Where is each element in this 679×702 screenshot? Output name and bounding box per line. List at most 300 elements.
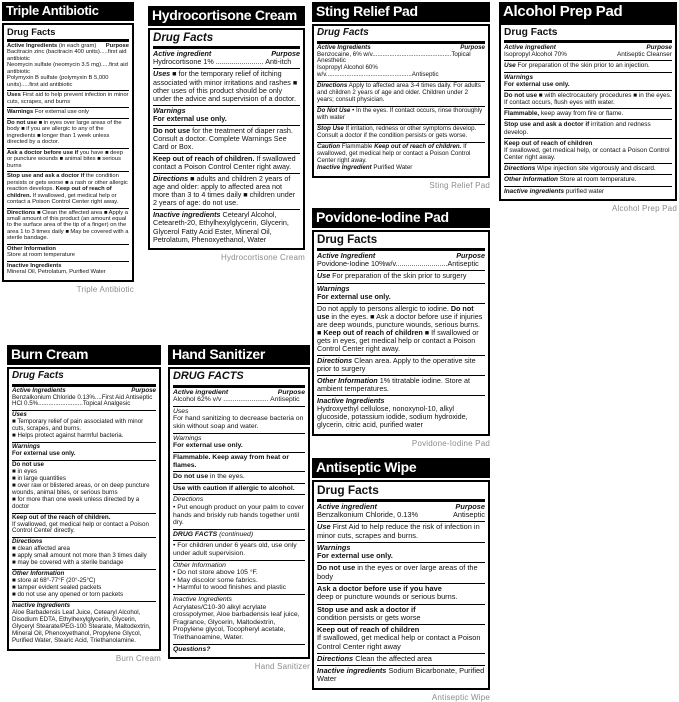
text-segment: Inactive ingredients (317, 666, 387, 676)
facts-line (7, 92, 129, 105)
text-segment: Flammable (340, 142, 375, 150)
text-segment: Inactive ingredients (504, 187, 565, 195)
facts-line (317, 405, 485, 429)
text-segment: ■ Clean the affected area ■ Apply a small amount of this product (an amount equal to the surface area of the tip of a finger) on the area 1 to 3 times daily ■ May be covered with a sterile bandage. (7, 209, 129, 242)
facts-line (317, 523, 485, 540)
facts-section (153, 105, 300, 125)
text-segment: Flammable. Keep away from heat or flames. (173, 453, 289, 469)
facts-section (317, 604, 485, 625)
text-segment: Do not use (12, 461, 44, 469)
text-segment: Inactive Ingredient (317, 163, 372, 171)
panel-burn (7, 345, 161, 663)
facts-section (153, 125, 300, 153)
facts-section (173, 387, 305, 406)
text-segment: Neomycin sulfate (neomycin 3.5 mg).....first aid antibiotic (7, 62, 128, 75)
facts-section (7, 107, 129, 117)
facts-section (12, 537, 156, 569)
text-segment: ■ in eyes (12, 467, 38, 475)
text-segment: you have ■ deep or puncture wounds ■ animal bites ■ serious burns (7, 149, 123, 169)
facts-section (317, 43, 485, 82)
text-segment: ■ for more than one week unless directed by a doctor (12, 495, 140, 510)
text-segment: (in each gram) (57, 42, 97, 49)
facts-section (7, 148, 129, 171)
text-segment: Purpose (277, 388, 305, 396)
text-segment: Directions (12, 538, 43, 546)
line-right (453, 511, 485, 519)
text-segment: ■ over raw or blistered areas, or on deep puncture wounds, animal bites, or serious burns (12, 481, 150, 496)
product-caption: Burn Cream (115, 653, 161, 663)
text-segment: ■ clean affected area (12, 545, 70, 553)
facts-line (12, 560, 156, 567)
product-caption: Povidone-Iodine Pad (411, 438, 490, 448)
text-segment: Other Information (504, 176, 558, 184)
facts-line (504, 44, 672, 51)
facts-section (173, 560, 305, 594)
facts-line (12, 592, 156, 599)
text-segment: Directions (173, 496, 204, 504)
facts-section (12, 601, 156, 647)
text-segment: Purified Water (371, 163, 413, 171)
drug-facts-box (7, 367, 161, 651)
product-caption: Alcohol Prep Pad (611, 203, 677, 213)
panel-hydro (148, 6, 305, 262)
text-segment: ■ in eyes over large areas of the body ■ if you are allergic to any of the ingredients ■ longer than 1 week unless directed by a doctor. (7, 119, 122, 146)
text-segment: • May discolor some fabrics. (173, 576, 258, 584)
text-segment: Apply to affected area 3-4 times daily. For adults and children 2 years of age and older. Children under 2 years; consult physician. (317, 82, 481, 104)
text-segment: ■ in large quantities (12, 474, 66, 482)
text-segment: Do not use (317, 303, 474, 321)
text-segment: • Harmful to wood finishes and plastic (173, 584, 287, 592)
facts-line (12, 610, 156, 645)
panel-sting (312, 2, 490, 190)
text-segment: ■ tamper evident sealed packets (12, 584, 102, 592)
text-segment: If swallowed, get medical help or contact a Poison Control Center right away (317, 633, 481, 651)
text-segment: Clean area. Apply to the operative site prior to surgery (317, 356, 476, 374)
text-segment: Benzalkonium Chloride, 0.13% (317, 509, 419, 519)
text-segment: Uses (7, 92, 21, 99)
text-segment: If swallowed contact a Poison Control Center right away. (153, 154, 296, 172)
text-segment: For external use only. (173, 442, 243, 450)
facts-line (504, 140, 672, 147)
drug-facts-box (148, 28, 305, 250)
line-right (617, 51, 672, 58)
facts-line (317, 667, 485, 684)
text-segment: Isopropyl Alcohol 60% w/v..................................................Antiseptic (317, 64, 439, 79)
facts-line (12, 451, 156, 458)
drug-facts-heading: Drug Facts (317, 483, 485, 501)
facts-line (317, 552, 485, 560)
text-segment: Antiseptic Cleanser (616, 51, 672, 59)
facts-section (504, 90, 672, 108)
facts-section (12, 460, 156, 513)
text-segment: Keep out of reach of children (317, 625, 420, 635)
facts-line (7, 62, 129, 75)
text-segment: Store at room temperature (7, 252, 75, 259)
text-segment: If swallowed, get medical help or contact a Poison Control Center right away. (7, 192, 119, 206)
facts-line (504, 110, 672, 117)
text-segment: the condition persists or gets worse ■ a rash or other allergic reaction develops. (7, 173, 128, 193)
text-segment: Do not use (153, 125, 191, 135)
text-segment: in the eyes. (208, 473, 245, 481)
facts-section (504, 119, 672, 137)
text-segment: Do not use (7, 119, 37, 126)
facts-line (7, 49, 129, 62)
facts-line (12, 433, 156, 440)
text-segment: Warnings (12, 443, 41, 451)
drug-facts-box (312, 24, 490, 178)
text-segment: • Put enough product on your palm to cover hands and briskly rub hands together until dry. (173, 503, 304, 527)
facts-section (173, 471, 305, 483)
text-segment: Directions (7, 209, 36, 216)
facts-line (317, 377, 485, 393)
facts-line (153, 175, 300, 207)
text-segment: Acrylates/C10-30 alkyl acrylate crosspolymer, Aloe barbadensis leaf juice, Fragrance, Glycerin, Maltodextrin, Propylene glycol, Tocopheryl acetate, Triethanoamine, Water. (173, 603, 300, 642)
facts-line (12, 522, 156, 536)
text-segment: Use (504, 62, 516, 70)
text-segment: Active Ingredients (317, 43, 371, 51)
facts-line (7, 109, 129, 115)
text-segment: in the eyes or over large areas of the body (317, 563, 478, 581)
facts-line (153, 58, 300, 66)
facts-line (504, 62, 672, 69)
drug-facts-heading: Drug Facts (317, 27, 485, 43)
product-title: Hydrocortisone Cream (148, 6, 305, 26)
text-segment: Uses (12, 411, 27, 419)
text-segment: HCl 0.5%..........................Topical Analgesic (12, 400, 131, 408)
text-segment: Uses (153, 69, 171, 79)
text-segment: Directions (317, 653, 354, 663)
text-segment: For preparation of the skin prior to an injection. (515, 62, 650, 70)
facts-section (173, 494, 305, 528)
text-segment: Directions (504, 165, 536, 173)
text-segment: For hand sanitizing to decrease bacteria on skin without soap and water. (173, 415, 304, 431)
text-segment: First aid to help prevent infection in minor cuts, scrapes, and burns (7, 92, 129, 105)
facts-line (317, 357, 485, 373)
text-segment: Ask a doctor before use if (7, 149, 79, 156)
text-segment: For external use only. (317, 551, 393, 561)
facts-section (12, 386, 156, 411)
text-segment: Active ingredient (504, 44, 556, 51)
facts-section (317, 250, 485, 270)
facts-line (504, 74, 672, 81)
facts-section (153, 48, 300, 68)
facts-section (7, 118, 129, 148)
text-segment: Warnings (317, 542, 351, 552)
facts-section (173, 594, 305, 644)
product-caption: Triple Antibiotic (76, 284, 134, 294)
text-segment: ■ Temporary relief of pain associated with minor cuts, scrapes, and burns. (12, 418, 144, 433)
panel-antiseptic (312, 458, 490, 702)
text-segment: Keep out of reach of children. (153, 154, 255, 164)
facts-section (317, 653, 485, 665)
drug-facts-heading: Drug Facts (504, 26, 672, 42)
text-segment: Keep out of reach of children. (7, 186, 112, 199)
text-segment: Purpose (105, 42, 129, 49)
text-segment: Other Information (173, 561, 226, 569)
text-segment: Other Information (7, 245, 56, 252)
text-segment: Other Information (317, 376, 378, 386)
product-title: Hand Sanitizer (168, 345, 310, 365)
facts-line (504, 188, 672, 195)
text-segment: Stop use and ask a doctor if (317, 604, 416, 614)
text-segment: Warnings (317, 283, 350, 293)
facts-section (504, 60, 672, 71)
facts-section (153, 153, 300, 173)
text-segment: Purpose (456, 251, 485, 261)
facts-section (317, 542, 485, 563)
text-segment: Inactive Ingredients (317, 396, 385, 406)
text-segment: Stop Use (317, 124, 344, 132)
facts-line (504, 176, 672, 183)
text-segment: For external use only (33, 109, 89, 116)
text-segment: Purpose (460, 43, 485, 51)
drug-facts-box (312, 480, 490, 690)
text-segment: ■ may be covered with a sterile bandage (12, 559, 124, 567)
facts-line (173, 542, 305, 557)
facts-line (173, 577, 305, 585)
text-segment: If irritation, redness or other symptoms develop. Consult a doctor if the condition persists or gets worse. (317, 124, 477, 139)
facts-section (12, 442, 156, 460)
facts-section (317, 562, 485, 583)
facts-line (173, 454, 305, 469)
facts-line (317, 83, 485, 104)
text-segment: Caution (317, 142, 341, 150)
facts-line (12, 419, 156, 433)
facts-section (504, 186, 672, 197)
text-segment: Directions (317, 356, 353, 366)
product-caption: Antiseptic Wipe (431, 692, 490, 702)
facts-section (504, 138, 672, 164)
drug-facts-heading: Drug Facts (12, 370, 156, 386)
facts-line (317, 564, 485, 581)
facts-section (7, 208, 129, 244)
facts-section (7, 244, 129, 261)
text-segment: Povidone-Iodine 10%w/v..........................Antiseptic (317, 259, 479, 269)
facts-line (317, 655, 485, 663)
text-segment: Benzocaine, 6% w/v..............................................Topical Anesthetic (317, 50, 471, 65)
facts-line (7, 210, 129, 242)
facts-line (173, 646, 305, 654)
text-segment: Do not apply to persons allergic to iodine. (317, 303, 451, 313)
text-segment: Purpose (131, 386, 156, 394)
facts-line (317, 165, 485, 172)
panel-povidone (312, 208, 490, 448)
facts-section (173, 529, 305, 541)
facts-section (317, 583, 485, 604)
facts-line (504, 121, 672, 135)
text-segment: For external use only. (12, 450, 76, 458)
facts-section (153, 173, 300, 209)
text-segment: Stop use and ask a doctor if (504, 121, 590, 129)
text-segment: Isopropyl Alcohol 70% (504, 51, 567, 59)
text-segment: Polymyxin B sulfate (polymyxin B 5,000 units).....first aid antibiotic (7, 75, 109, 88)
text-segment: Store at room temperature. (557, 176, 637, 184)
facts-section (7, 261, 129, 278)
line-right (646, 44, 672, 51)
text-segment: • In the eyes. If contact occurs, rinse thoroughly with water (317, 107, 483, 122)
facts-section (7, 41, 129, 90)
facts-section (317, 106, 485, 124)
facts-section (7, 171, 129, 207)
text-segment: ■ store at 68°-77°F (20°-25°C) (12, 577, 96, 585)
facts-line (173, 496, 305, 504)
text-segment: Active ingredient (317, 501, 377, 511)
text-segment: Warnings (504, 73, 533, 81)
text-segment: Active ingredient (173, 388, 229, 396)
facts-line (317, 52, 485, 66)
facts-line (317, 293, 485, 301)
text-segment: Do Not Use (317, 107, 351, 115)
text-segment: If swallowed, get medical help or contact a Poison Control Center directly. (12, 520, 149, 535)
text-segment: Other Information (12, 570, 65, 578)
text-segment: Bacitracin zinc (bacitracin 400 units).....first aid antibiotic (7, 49, 127, 62)
facts-line (317, 593, 485, 601)
facts-line (153, 70, 300, 102)
text-segment: for the treatment of diaper rash. Consult a doctor. Complete Warnings See Card or Box. (153, 125, 293, 151)
facts-section (173, 483, 305, 495)
facts-line (12, 483, 156, 497)
text-segment: Keep out of reach of children (504, 139, 593, 147)
panel-triple (2, 2, 134, 294)
text-segment: ■ for the temporary relief of itching associated with minor irritations and rashes ■ other uses of this product should be only under the advice and supervision of a doctor. (153, 69, 298, 103)
product-title: Alcohol Prep Pad (499, 2, 677, 23)
facts-line (317, 272, 485, 280)
text-segment: For external use only. (504, 80, 570, 88)
facts-line (173, 389, 305, 397)
text-segment: Keep out of reach of children. (374, 142, 462, 150)
text-segment: Antiseptic (452, 509, 485, 519)
text-segment: Directions (317, 82, 348, 90)
facts-section (173, 406, 305, 433)
facts-line (173, 396, 305, 404)
product-title: Antiseptic Wipe (312, 458, 490, 478)
facts-section (12, 410, 156, 442)
text-segment: Active Ingredients (7, 42, 58, 49)
text-segment: ■ apply small amount not more than 3 times daily (12, 552, 147, 560)
text-segment: irritation and redness develop. (504, 121, 651, 136)
text-segment: ■ adults and children 2 years of age and older: apply to affected area not more than 3 to 4 times daily ■ children under 2 years of age: do not use. (153, 174, 296, 208)
drug-facts-heading: Drug Facts (317, 233, 485, 251)
facts-line (153, 211, 300, 243)
text-segment: First Aid to help reduce the risk of infection in minor cuts, scrapes and burns. (317, 522, 480, 540)
facts-section (153, 68, 300, 104)
facts-line (12, 497, 156, 511)
text-segment: Inactive Ingredients (7, 262, 62, 269)
facts-line (173, 604, 305, 642)
facts-section (173, 540, 305, 559)
text-segment: ■ If swallowed or gets in eyes, get medical help or contact a Poison Control Center right away. (317, 327, 479, 353)
facts-section (317, 521, 485, 542)
text-segment: Hydrocortisone 1% ........................ Anti-itch (153, 57, 292, 67)
facts-line (317, 260, 485, 268)
facts-line (7, 150, 129, 169)
text-segment: keep away from fire or flame. (539, 110, 624, 118)
text-segment: DRUG FACTS (173, 530, 218, 538)
text-segment: Use (317, 271, 331, 281)
text-segment: Alcohol 62% v/v ........................ Antiseptic (173, 396, 300, 404)
product-caption: Sting Relief Pad (429, 180, 490, 190)
facts-line (7, 269, 129, 275)
facts-section (317, 142, 485, 174)
facts-section (173, 452, 305, 471)
facts-line (317, 65, 485, 79)
facts-line (504, 92, 672, 106)
text-segment: Directions (153, 174, 189, 184)
text-segment: Use (317, 522, 331, 532)
text-segment: Wipe injection site vigorously and discard. (535, 165, 656, 173)
facts-line (12, 401, 156, 408)
line-left (504, 51, 567, 58)
facts-line (153, 127, 300, 151)
text-segment: Inactive Ingredients (173, 596, 232, 604)
facts-line (153, 115, 300, 123)
facts-section (504, 72, 672, 90)
text-segment: Purpose (646, 44, 672, 51)
facts-section (317, 624, 485, 653)
facts-line (173, 408, 305, 416)
text-segment: Mineral Oil, Petrolatum, Purified Water (7, 269, 106, 276)
product-title: Sting Relief Pad (312, 2, 490, 22)
text-segment: If swallowed, get medical help, or contact a Poison Control Center right away. (504, 146, 670, 162)
text-segment: in the eyes. ■ Ask a doctor before use if injuries are deep wounds, puncture wounds, serious burns. ■ (317, 311, 483, 337)
facts-line (173, 415, 305, 430)
facts-section (504, 108, 672, 119)
text-segment: condition persists or gets worse (317, 612, 421, 622)
text-segment: Use with caution if allergic to alcohol. (173, 484, 295, 492)
text-segment: If swallowed, get medical help or contact a Poison Control Center right away. (317, 142, 471, 164)
text-segment: For external use only. (153, 113, 227, 123)
line-left (317, 511, 418, 519)
drug-facts-box (168, 367, 310, 660)
facts-line (153, 155, 300, 171)
facts-section (317, 501, 485, 522)
product-title: Triple Antibiotic (2, 2, 134, 21)
text-segment: Hydroxyethyl cellulose, nonoxynol-10, alkyl glucoside, potassium iodide, sodium hydroxide, glycerin, citric acid, purified water (317, 404, 468, 430)
facts-line (7, 120, 129, 146)
facts-section (317, 81, 485, 106)
text-segment: Purpose (271, 49, 300, 59)
text-segment: Stop use and ask a doctor if (7, 173, 85, 180)
text-segment: deep or puncture wounds or serious burns. (317, 592, 458, 602)
product-caption: Hand Sanitizer (254, 662, 310, 672)
facts-section (504, 163, 672, 174)
facts-line (317, 144, 485, 165)
drug-facts-heading: Drug Facts (7, 26, 129, 41)
facts-line (504, 147, 672, 161)
facts-section (317, 375, 485, 395)
facts-section (317, 395, 485, 431)
text-segment: Warnings (153, 105, 186, 115)
drug-facts-box (499, 23, 677, 201)
facts-section (317, 283, 485, 303)
facts-line (173, 531, 305, 539)
facts-line (504, 81, 672, 88)
line-left (173, 389, 228, 397)
drug-facts-box (312, 230, 490, 436)
text-segment: Keep out of the reach of children. (12, 513, 111, 521)
facts-section (317, 270, 485, 282)
text-segment: • For children under 6 years old, use only under adult supervision. (173, 542, 297, 557)
text-segment: For external use only. (317, 291, 391, 301)
facts-section (12, 569, 156, 601)
text-segment: Active Ingredient (317, 251, 376, 261)
facts-line (173, 435, 305, 443)
facts-section (173, 433, 305, 452)
text-segment: Aloe Barbadensis Leaf Juice, Cetearyl Alcohol, Disodium EDTA, Ethylhexylglycerin, Glycerin, Glyceryl Stearate/PEG-100 Stearate, Maltodextrin, Mineral Oil, Phenoxyethanol, Propylene Glycol, Purified Water, Stearic Acid, Triethanolamine. (12, 608, 151, 644)
text-segment: Warnings (7, 109, 34, 116)
facts-line (173, 584, 305, 592)
text-segment: Cetearyl Alcohol, Ceteareth-20, Ethylhexylglycerin, Glycerin, Glycerol Fatty Acid Ester, Mineral Oil, Petrolatum, Phenoxyethanol, Water (153, 210, 289, 244)
